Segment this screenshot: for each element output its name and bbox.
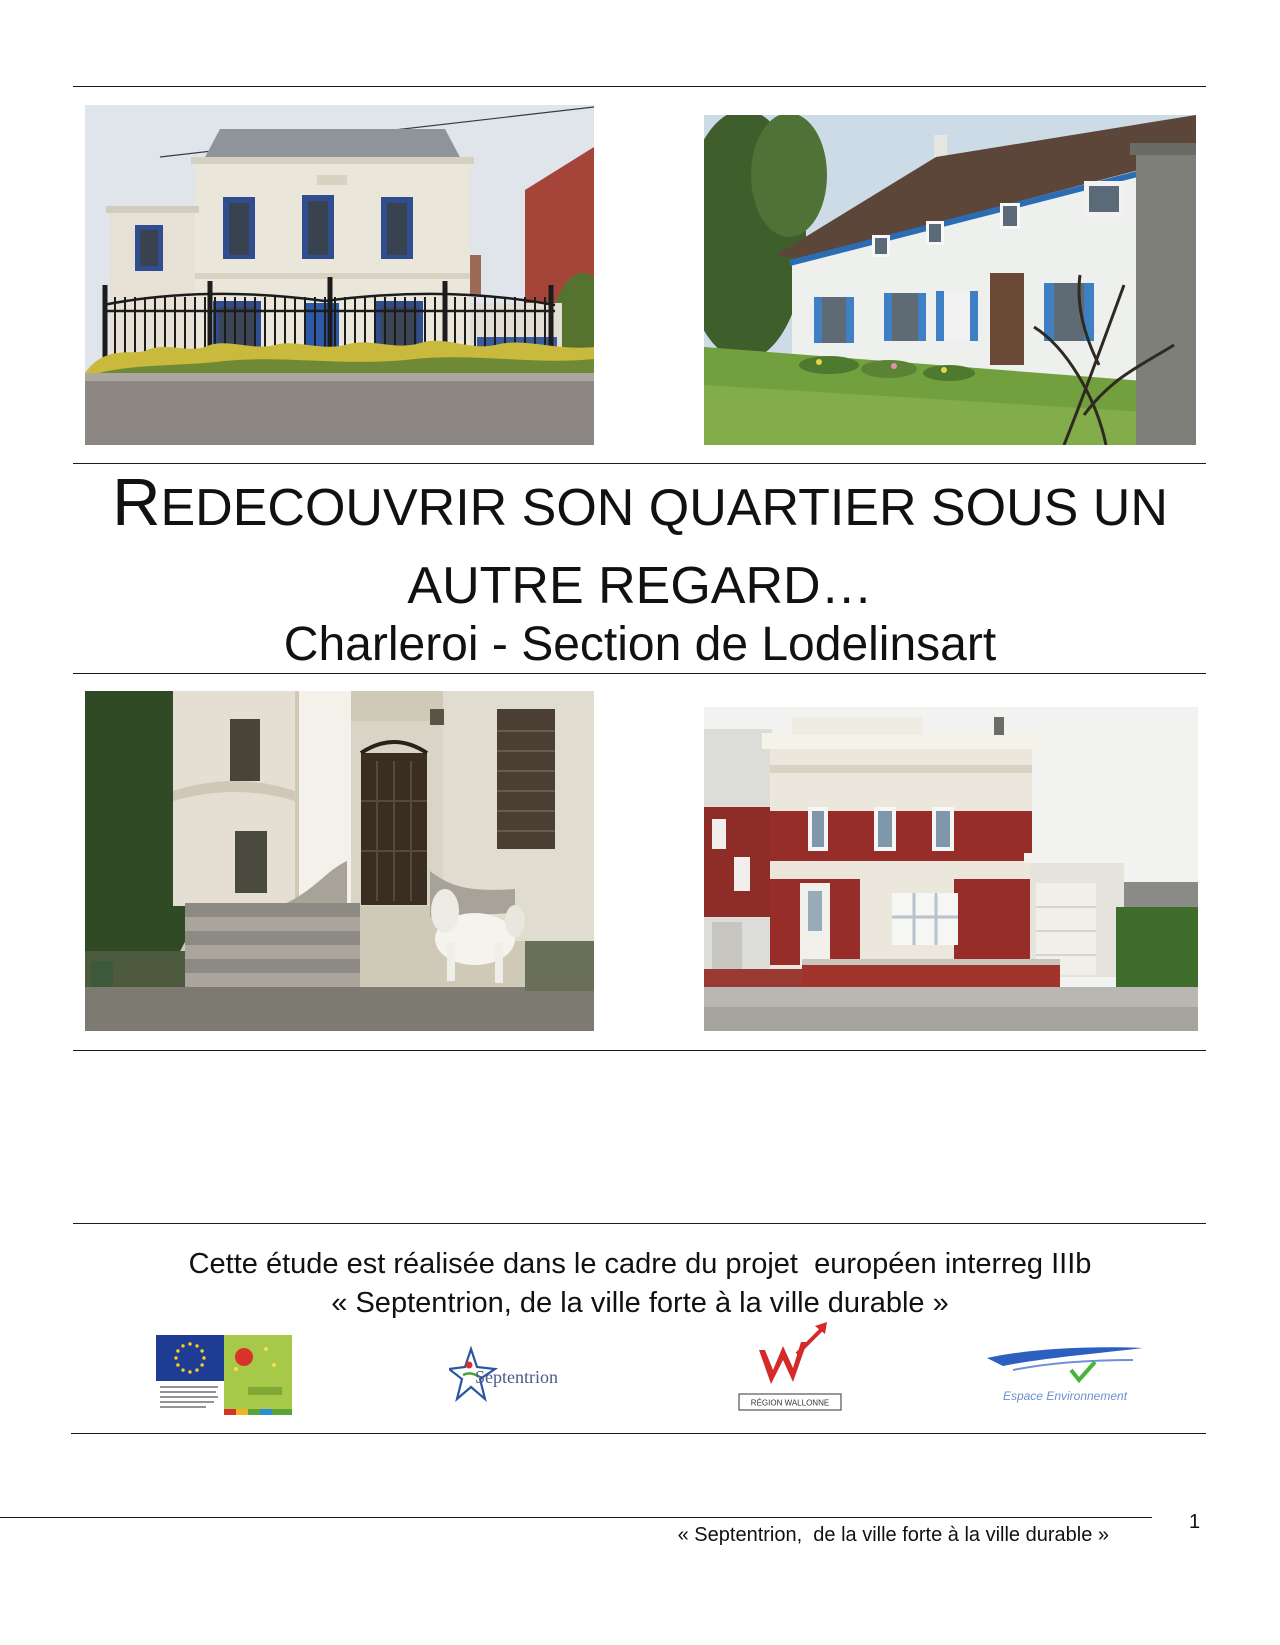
rule-above-title <box>73 463 1206 464</box>
page-number: 1 <box>1189 1511 1201 1533</box>
rule-above-credits <box>73 1223 1206 1224</box>
photo-house-brick-bands <box>704 707 1198 1031</box>
espace-logo-text: Espace Environnement <box>1002 1389 1128 1403</box>
hedge <box>1116 907 1198 989</box>
ground <box>85 987 594 1031</box>
photo-house-blue-shutters <box>704 115 1196 445</box>
top-rule <box>73 86 1206 87</box>
entrance-door <box>351 721 443 906</box>
garage <box>1024 853 1130 977</box>
wallonie-w-icon <box>759 1342 807 1384</box>
photo-house-fence <box>85 105 594 445</box>
espace-environnement-logo <box>983 1340 1148 1408</box>
title-line-2: AUTRE REGARD… <box>407 557 873 615</box>
rule-below-title <box>73 673 1206 674</box>
steps <box>185 903 360 987</box>
septentrion-logo <box>449 1345 577 1407</box>
stone-pillar <box>1136 151 1196 445</box>
subtitle: Charleroi - Section de Lodelinsart <box>283 618 997 671</box>
photo-house-entrance <box>85 691 594 1031</box>
chimney <box>934 135 947 159</box>
front-wall <box>802 963 1060 987</box>
septentrion-logo-text: Septentrion <box>475 1367 558 1387</box>
rule-below-photos <box>73 1050 1206 1051</box>
credit-line-2: « Septentrion, de la ville forte à la ville durable » <box>331 1287 949 1319</box>
left-tower <box>173 691 295 906</box>
footer-rule <box>0 1517 1152 1518</box>
rule-below-logos <box>71 1433 1206 1434</box>
eu-interreg-logo <box>156 1335 292 1415</box>
wallonie-logo-text: RÉGION WALLONNE <box>750 1398 830 1408</box>
region-wallonne-logo <box>737 1320 843 1414</box>
credit-line-1: Cette étude est réalisée dans le cadre du projet européen interreg IIIb <box>188 1248 1092 1280</box>
footer-text: « Septentrion, de la ville forte à la ville durable » <box>677 1524 1109 1546</box>
stone-wall <box>85 373 594 445</box>
title-line-1: REDECOUVRIR SON QUARTIER SOUS UN <box>112 465 1168 540</box>
left-building <box>704 729 772 979</box>
